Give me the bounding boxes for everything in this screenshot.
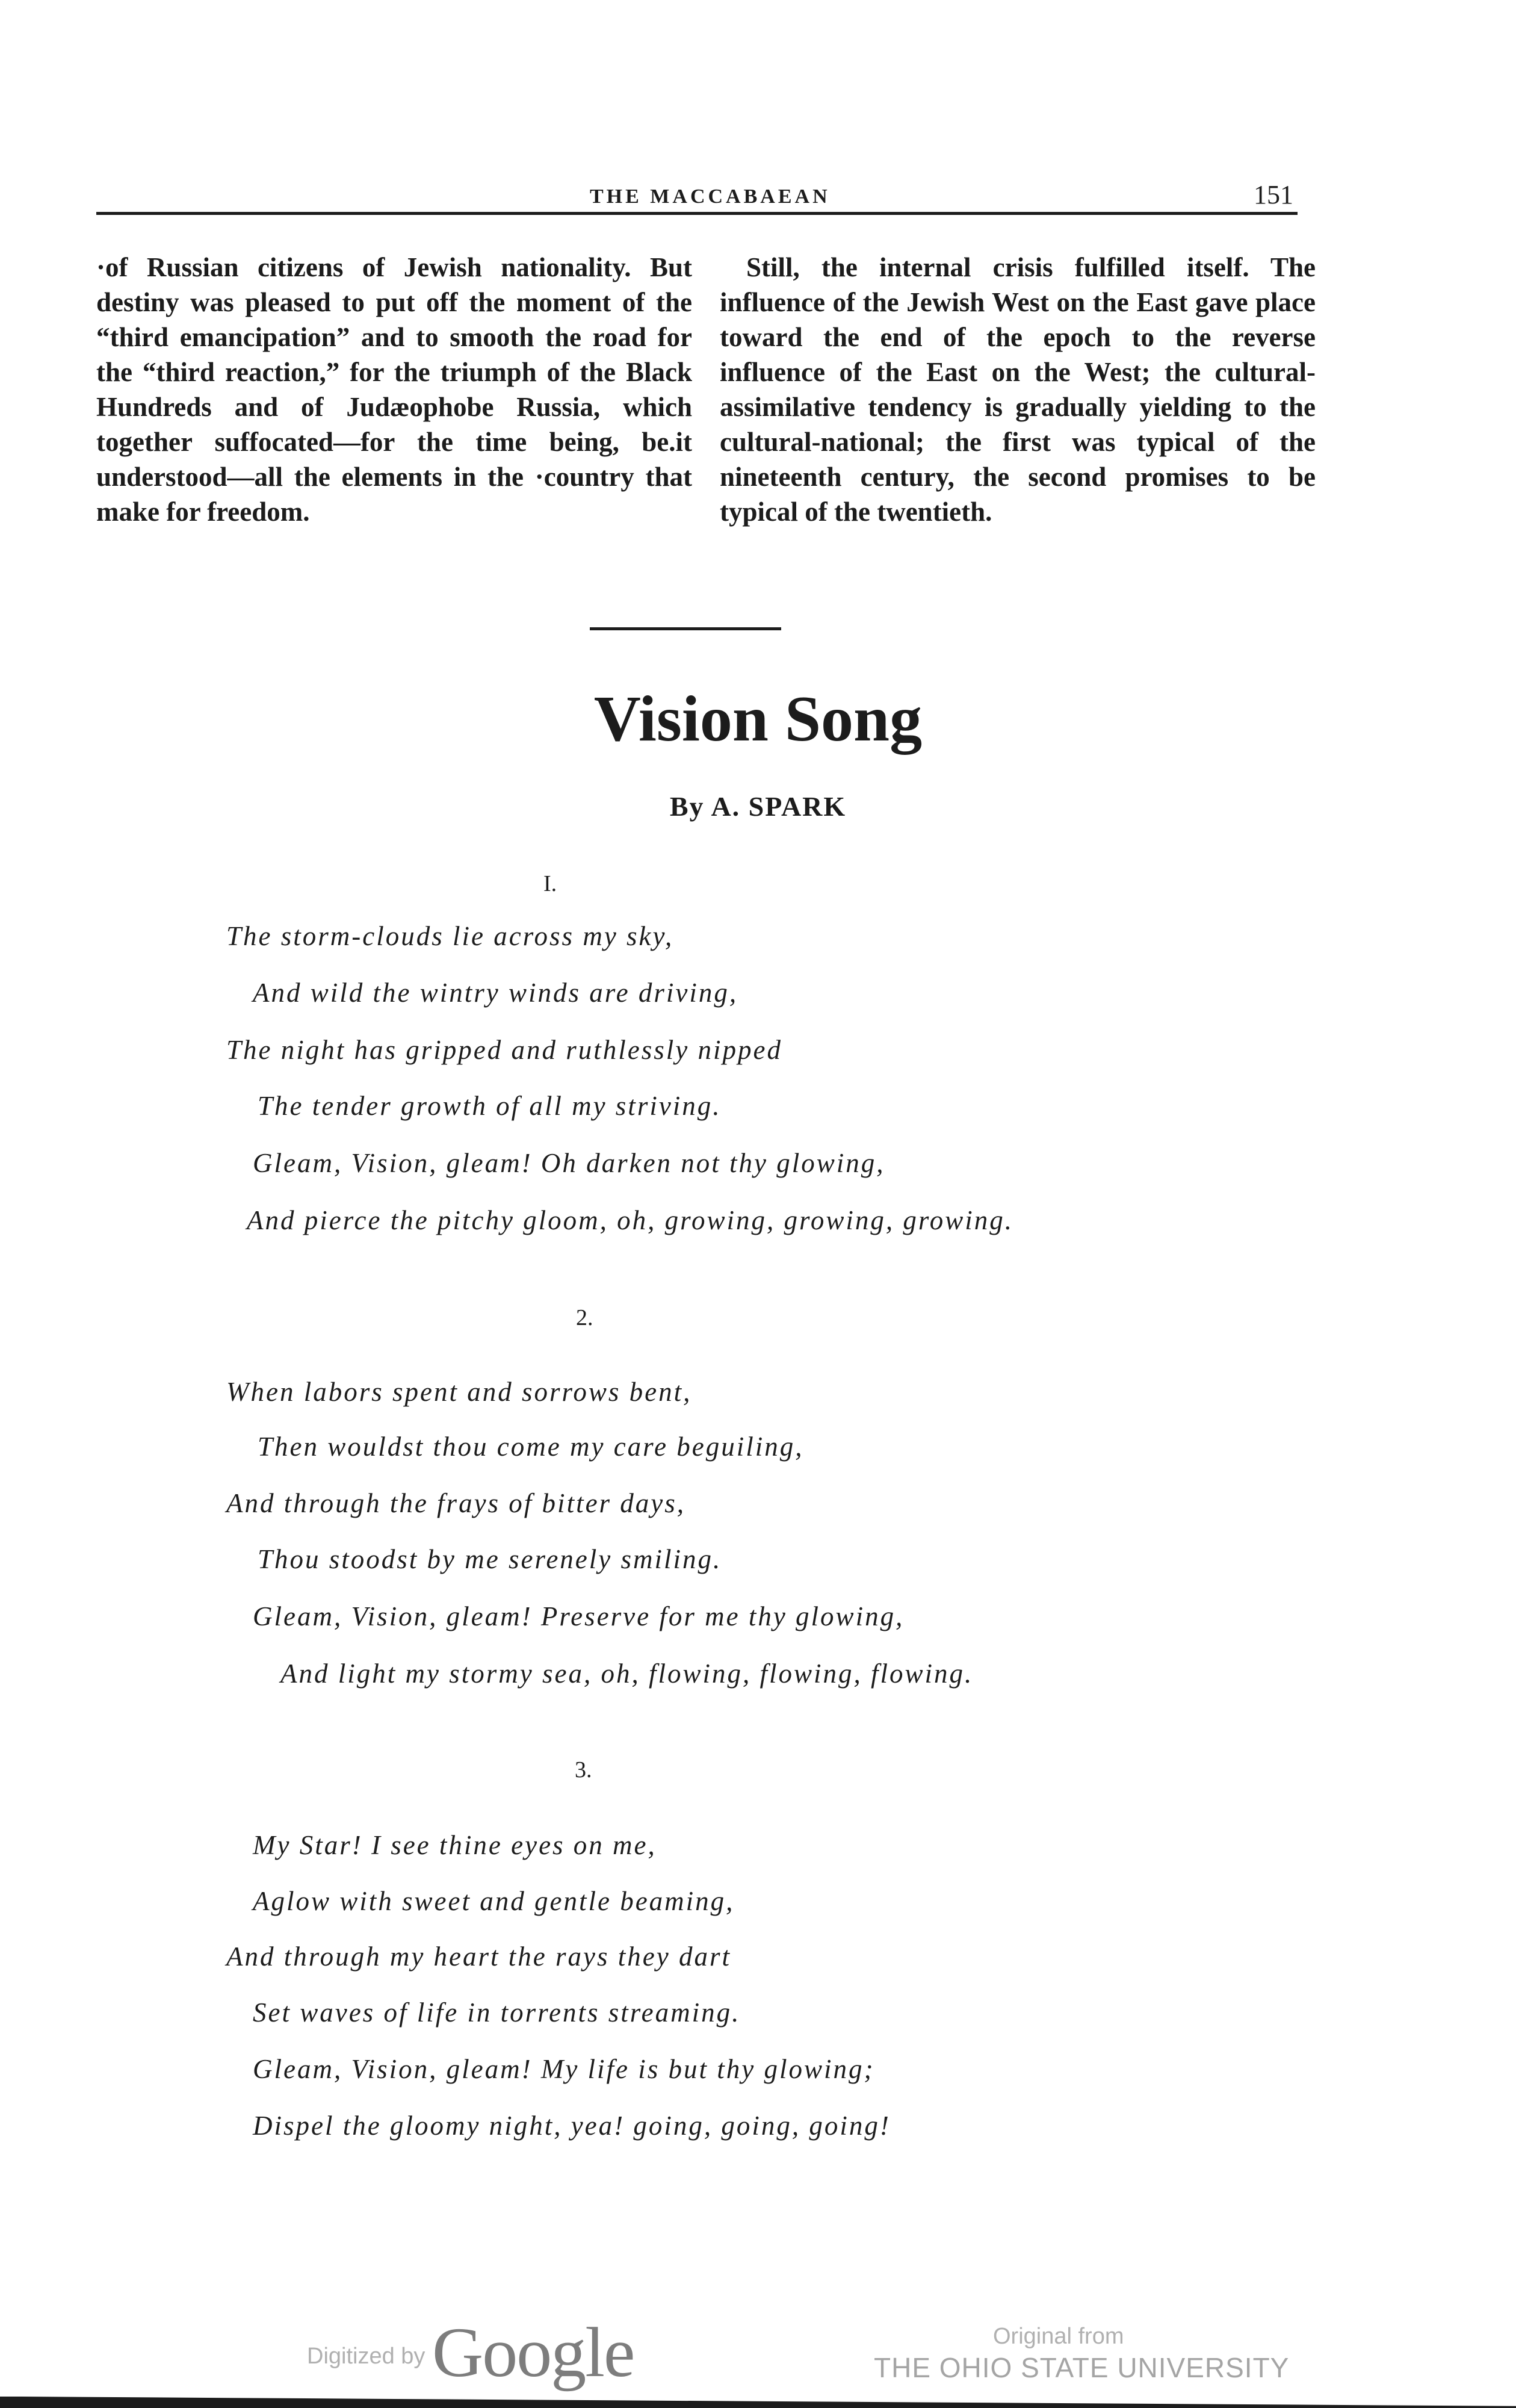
header-rule xyxy=(96,212,1298,215)
poem-line: And wild the wintry winds are driving, xyxy=(253,978,738,1008)
poem-line: My Star! I see thine eyes on me, xyxy=(253,1830,657,1860)
poem-line: Dispel the gloomy night, yea! going, going, going! xyxy=(253,2111,891,2141)
poem-line: And pierce the pitchy gloom, oh, growing, growing, growing. xyxy=(247,1205,1014,1235)
stanza-numeral: 2. xyxy=(576,1305,593,1330)
stanza-numeral: 3. xyxy=(575,1757,592,1783)
section-divider xyxy=(590,627,781,630)
poem-line: When labors spent and sorrows bent, xyxy=(226,1377,692,1407)
running-header: THE MACCABAEAN xyxy=(590,185,831,208)
university-label: THE OHIO STATE UNIVERSITY xyxy=(874,2352,1290,2383)
poem-line: Gleam, Vision, gleam! My life is but thy glowing; xyxy=(253,2054,875,2084)
right-column xyxy=(720,250,1316,529)
poem-line: Aglow with sweet and gentle beaming, xyxy=(253,1886,735,1916)
left-column xyxy=(96,250,692,529)
stanza-numeral: I. xyxy=(543,871,557,896)
scan-edge xyxy=(0,2389,1516,2408)
poem-line: The night has gripped and ruthlessly nipped xyxy=(226,1035,782,1065)
poem-line: The tender growth of all my striving. xyxy=(258,1091,722,1121)
poem-byline: By A. SPARK xyxy=(669,791,847,822)
google-logo: Google xyxy=(432,2313,634,2392)
original-from-label: Original from xyxy=(993,2324,1124,2349)
poem-title: Vision Song xyxy=(593,683,923,755)
page-number: 151 xyxy=(1254,180,1293,209)
right-column-text: Still, the internal crisis fulfilled itself. The influence of the Jewish West on the East gave place toward the end of the epoch to the reverse influence of the East on the West; the cultural-assimilative tendency is gradually yielding to the cultural-national; the first was typical of the nineteenth century, the second promises to be typical of the twentieth. xyxy=(720,252,1316,527)
poem-line: And through the frays of bitter days, xyxy=(226,1488,686,1518)
poem-line: And light my stormy sea, oh, flowing, flowing, flowing. xyxy=(280,1659,974,1689)
poem-line: And through my heart the rays they dart xyxy=(226,1941,731,1972)
left-column-text: ·of Russian citizens of Jewish nationality. But destiny was pleased to put off the moment of the “third emancipation” and to smooth the road for the “third reaction,” for the triumph of the Black Hundreds and of Judæophobe Russia, which together suffocated—for the time being, be.it understood—all the elements in the ·country that make for freedom. xyxy=(96,252,692,527)
poem-line: Gleam, Vision, gleam! Preserve for me thy glowing, xyxy=(253,1601,905,1631)
poem-line: Then wouldst thou come my care beguiling, xyxy=(258,1432,804,1462)
poem-line: The storm-clouds lie across my sky, xyxy=(226,921,674,951)
poem-line: Thou stoodst by me serenely smiling. xyxy=(258,1544,722,1574)
poem-line: Set waves of life in torrents streaming. xyxy=(253,1997,741,2028)
digitized-by-label: Digitized by xyxy=(307,2344,425,2369)
poem-line: Gleam, Vision, gleam! Oh darken not thy glowing, xyxy=(253,1148,885,1178)
